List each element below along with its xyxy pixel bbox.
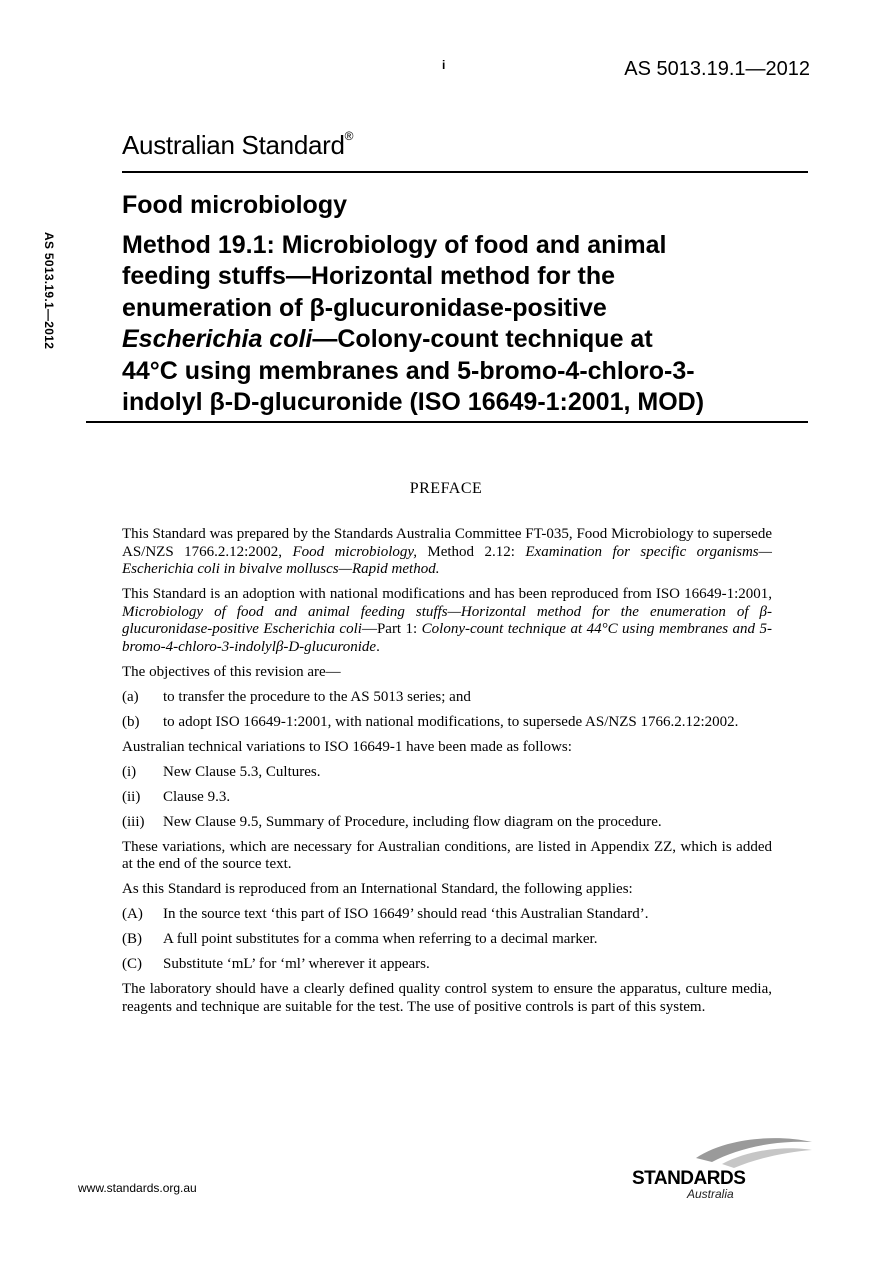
list-item xyxy=(122,714,772,732)
list-item xyxy=(122,956,772,974)
preface-paragraph: The laboratory should have a clearly defined quality control system to ensure the apparatus, culture media, reagents and technique are suitable for the test. The use of positive controls is part of this system. xyxy=(122,981,772,1015)
preface-paragraph xyxy=(122,526,772,579)
page-number: i xyxy=(442,58,446,72)
list-item xyxy=(122,814,772,832)
list-text: to transfer the procedure to the AS 5013 series; and xyxy=(163,688,471,705)
text-run: Microbiology of food and animal feeding stuffs—Horizontal method for the enumeration of β-glucuronidase-positive Escherichia coli xyxy=(122,603,772,637)
side-document-id: AS 5013.19.1—2012 xyxy=(42,232,56,350)
list-item xyxy=(122,789,772,807)
title-technique: —Colony-count technique at xyxy=(312,325,653,353)
list-label: (ii) xyxy=(122,788,141,805)
list-label: (iii) xyxy=(122,813,145,830)
list-text: New Clause 5.3, Cultures. xyxy=(163,763,321,780)
title-organism: Escherichia coli xyxy=(122,325,313,353)
preface-paragraph: As this Standard is reproduced from an International Standard, the following applies: xyxy=(122,881,633,897)
title-method-line: indolyl β-D-glucuronide (ISO 16649-1:2001, MOD) xyxy=(122,388,705,416)
standard-type-text: Australian Standard xyxy=(122,130,345,160)
list-text: A full point substitutes for a comma when referring to a decimal marker. xyxy=(163,931,598,947)
list-text: New Clause 9.5, Summary of Procedure, including flow diagram on the procedure. xyxy=(163,813,662,830)
logo-wordmark: STANDARDS xyxy=(632,1168,746,1189)
standard-type xyxy=(122,130,353,161)
text-run: This Standard is an adoption with national modifications and has been reproduced from ISO 16649-1:2001, xyxy=(122,586,772,602)
list-label: (C) xyxy=(122,956,142,972)
preface-paragraph: These variations, which are necessary for Australian conditions, are listed in Appendix ZZ, which is added at the end of the source text. xyxy=(122,838,772,872)
list-text: Clause 9.3. xyxy=(163,788,231,805)
preface-body xyxy=(122,526,772,1024)
text-run: Colony-count technique at 44°C using membranes and 5-bromo-4-chloro-3-indolylβ-D-glucuronide xyxy=(122,621,772,655)
title-subject: Food microbiology xyxy=(122,191,347,219)
list-label: (i) xyxy=(122,763,137,780)
document-title xyxy=(122,190,812,419)
preface-heading: PREFACE xyxy=(409,480,483,497)
title-rule-bottom xyxy=(86,421,808,423)
title-rule-top xyxy=(122,171,808,173)
list-label: (A) xyxy=(122,906,143,922)
list-item xyxy=(122,689,772,707)
registered-mark: ® xyxy=(344,129,354,144)
list-item xyxy=(122,906,772,924)
list-label: (b) xyxy=(122,713,140,730)
list-item xyxy=(122,764,772,782)
logo-subtitle: Australia xyxy=(687,1187,734,1201)
text-run: Examination for specific organisms—Escherichia coli in bivalve molluscs—Rapid method. xyxy=(122,543,772,577)
list-text: to adopt ISO 16649-1:2001, with national modifications, to supersede AS/NZS 1766.2.12:2002. xyxy=(163,713,739,730)
title-method-line: enumeration of β-glucuronidase-positive xyxy=(122,293,607,322)
list-label: (B) xyxy=(122,931,142,947)
list-label: (a) xyxy=(122,688,139,705)
preface-paragraph xyxy=(122,586,772,656)
title-method-line: 44°C using membranes and 5-bromo-4-chloro-3- xyxy=(122,356,695,385)
text-run: This Standard was prepared by the Standards Australia Committee FT-035, Food Microbiology to supersede AS/NZS 1766.2.12:2002, xyxy=(122,526,772,560)
list-item xyxy=(122,931,772,949)
title-method-line xyxy=(122,324,812,356)
footer-url[interactable]: www.standards.org.au xyxy=(78,1181,197,1195)
text-run: —Part 1: xyxy=(361,621,422,637)
text-run: Method 2.12: xyxy=(416,543,526,560)
preface-paragraph: The objectives of this revision are— xyxy=(122,663,341,680)
title-method-line: Method 19.1: Microbiology of food and animal xyxy=(122,230,667,259)
list-text: In the source text ‘this part of ISO 16649’ should read ‘this Australian Standard’. xyxy=(163,906,649,922)
text-run: . xyxy=(376,638,380,655)
preface-paragraph: Australian technical variations to ISO 16649-1 have been made as follows: xyxy=(122,738,572,755)
text-run: Food microbiology, xyxy=(292,543,417,560)
list-text: Substitute ‘mL’ for ‘ml’ wherever it appears. xyxy=(163,956,430,972)
title-method-line: feeding stuffs—Horizontal method for the xyxy=(122,262,616,290)
document-id: AS 5013.19.1—2012 xyxy=(624,58,810,80)
